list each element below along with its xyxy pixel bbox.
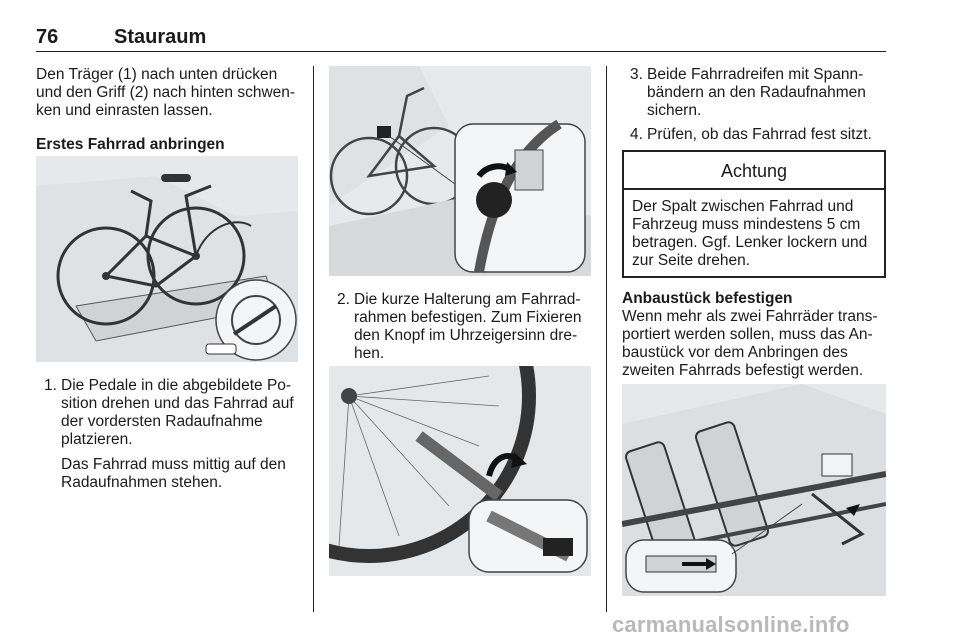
extension-piece-illustration [622, 384, 886, 596]
intro-line: und den Griff (2) nach hinten schwen- [36, 84, 296, 101]
intro-line: ken und einrasten lassen. [36, 102, 213, 119]
warning-body [632, 198, 882, 270]
body-line: Wenn mehr als zwei Fahrräder trans- [622, 308, 878, 325]
column-divider [606, 66, 607, 612]
page-number: 76 [36, 26, 59, 48]
intro-line: Den Träger (1) nach unten drücken [36, 66, 278, 83]
bike-on-rack-illustration [36, 156, 298, 362]
step-text: hen. [354, 345, 385, 362]
body-line: zweiten Fahrrads befestigt werden. [622, 362, 864, 379]
step-text: Die kurze Halterung am Fahrrad- [354, 291, 581, 308]
warning-line: Der Spalt zwischen Fahrrad und [632, 198, 854, 215]
step-text: der vordersten Radaufnahme [61, 413, 263, 430]
step-text: Prüfen, ob das Fahrrad fest sitzt. [647, 126, 872, 143]
warning-line: Fahrzeug muss mindestens 5 cm [632, 216, 861, 233]
step-number: 2. [337, 291, 350, 308]
warning-box [622, 150, 886, 278]
page-header [36, 28, 886, 52]
warning-line: zur Seite drehen. [632, 252, 751, 269]
page-title: Stauraum [114, 26, 207, 48]
step-text: sition drehen und das Fahrrad auf [61, 395, 294, 412]
tire-strap-illustration [329, 366, 591, 576]
step-number: 4. [630, 126, 643, 143]
section-heading: Anbaustück befestigen [622, 290, 793, 307]
watermark: carmanualsonline.info [612, 612, 850, 637]
warning-title: Achtung [624, 152, 884, 190]
note-text: Radaufnahmen stehen. [61, 474, 223, 491]
step-text: sichern. [647, 102, 702, 119]
step-text: bändern an den Radaufnahmen [647, 84, 866, 101]
step-number: 1. [44, 377, 57, 394]
step-text: den Knopf im Uhrzeigersinn dre- [354, 327, 578, 344]
column-divider [313, 66, 314, 612]
warning-line: betragen. Ggf. Lenker lockern und [632, 234, 868, 251]
step-text: platzieren. [61, 431, 133, 448]
step-text: Beide Fahrradreifen mit Spann- [647, 66, 864, 83]
body-line: portiert werden sollen, muss das An- [622, 326, 873, 343]
note-text: Das Fahrrad muss mittig auf den [61, 456, 286, 473]
step-text: Die Pedale in die abgebildete Po- [61, 377, 292, 394]
step-number: 3. [630, 66, 643, 83]
step-text: rahmen befestigen. Zum Fixieren [354, 309, 582, 326]
section-heading: Erstes Fahrrad anbringen [36, 136, 225, 153]
body-line: baustück vor dem Anbringen des [622, 344, 848, 361]
frame-holder-illustration [329, 66, 591, 276]
